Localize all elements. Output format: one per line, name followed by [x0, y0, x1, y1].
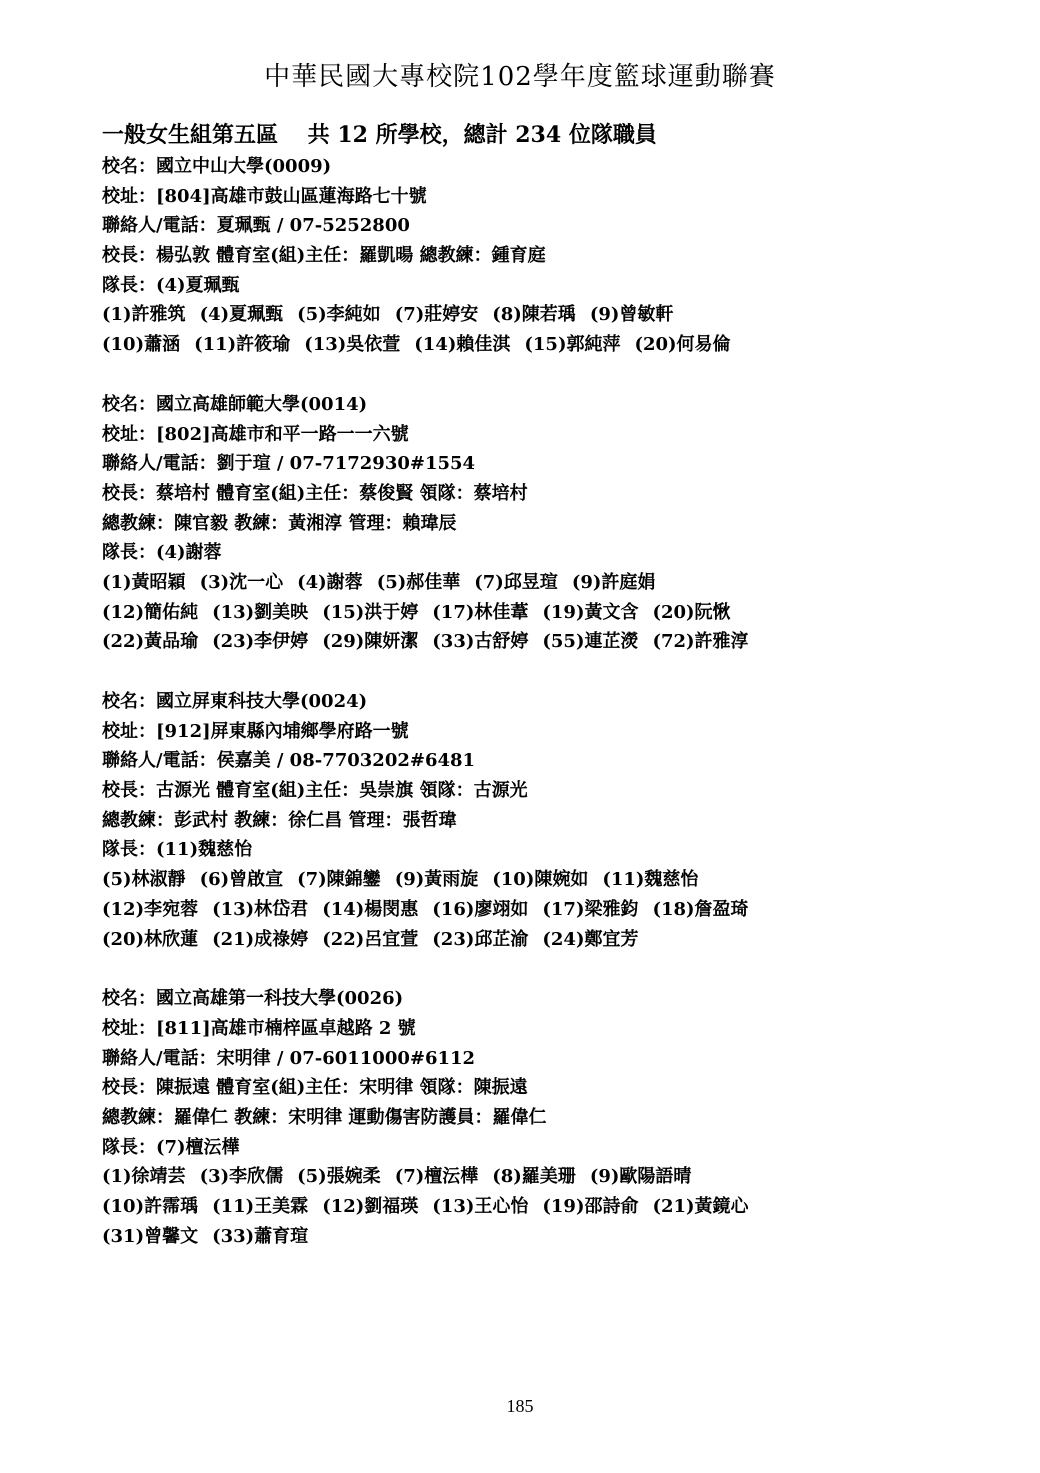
school-address: 校址：[912]屏東縣內埔鄉學府路一號 [102, 720, 409, 742]
roster-member: (33)蕭育瑄 [212, 1225, 309, 1247]
roster-member: (12)劉福瑛 [322, 1196, 419, 1217]
roster-line [102, 925, 1002, 955]
roster-member: (15)洪于婷 [322, 601, 419, 623]
roster-line [102, 568, 1002, 598]
roster-member: (10)許霈瑀 [102, 1196, 199, 1217]
roster-line [102, 895, 1002, 925]
roster-member: (17)林佳葦 [432, 601, 529, 623]
school-name: 校名：國立高雄師範大學(0014) [102, 393, 368, 415]
roster-line [102, 1222, 1002, 1252]
coaches-line: 總教練：羅偉仁 教練：宋明律 運動傷害防護員：羅偉仁 [102, 1106, 547, 1128]
roster-member: (12)簡佑純 [102, 601, 199, 623]
officials-line: 校長：陳振遠 體育室(組)主任：宋明律 領隊：陳振遠 [102, 1077, 528, 1099]
captain-line: 隊長：(7)檀沄樺 [102, 1136, 240, 1158]
roster-member: (12)李宛蓉 [102, 898, 199, 920]
roster-member: (8)羅美珊 [492, 1166, 576, 1188]
roster-member: (3)李欣儒 [199, 1166, 284, 1188]
roster-member: (17)梁雅鈞 [542, 898, 639, 920]
roster-member: (24)鄭宜芳 [542, 928, 639, 950]
roster-member: (15)郭純萍 [524, 334, 621, 356]
roster-member: (7)陳錦鑾 [297, 869, 381, 891]
roster-member: (1)黃昭穎 [102, 571, 186, 593]
roster-member: (21)成祿婷 [212, 928, 309, 950]
contact-phone: 聯絡人/電話：劉于瑄 / 07-7172930#1554 [102, 453, 476, 475]
roster-member: (5)林淑靜 [102, 869, 186, 891]
captain-line: 隊長：(4)夏珮甄 [102, 274, 240, 296]
school-address: 校址：[802]高雄市和平一路一一六號 [102, 423, 409, 445]
roster-member: (20)林欣蓮 [102, 928, 199, 950]
roster-member: (9)歐陽語晴 [589, 1166, 692, 1188]
roster-line [102, 598, 1002, 628]
roster-member: (22)呂宜萱 [322, 928, 419, 950]
school-address: 校址：[811]高雄市楠梓區卓越路 2 號 [102, 1017, 416, 1039]
roster-member: (7)莊婷安 [394, 304, 479, 326]
roster-member: (11)魏慈怡 [602, 869, 699, 891]
roster-member: (21)黃鏡心 [652, 1196, 749, 1217]
contact-phone: 聯絡人/電話：宋明律 / 07-6011000#6112 [102, 1047, 476, 1069]
roster-line [102, 1192, 1002, 1222]
roster-member: (13)吳依萱 [304, 334, 401, 356]
roster-member: (19)黃文含 [542, 601, 639, 623]
roster-member: (16)廖翊如 [432, 898, 529, 920]
roster-line [102, 300, 1002, 330]
roster-member: (4)謝蓉 [297, 571, 363, 593]
page-number: 185 [506, 1396, 534, 1416]
roster-member: (23)李伊婷 [212, 631, 309, 653]
roster-member: (1)徐靖芸 [102, 1166, 186, 1188]
roster-member: (31)曾馨文 [102, 1225, 199, 1247]
roster-member: (7)檀沄樺 [394, 1166, 479, 1188]
roster-member: (20)何易倫 [634, 334, 731, 356]
school-name: 校名：國立高雄第一科技大學(0026) [102, 988, 404, 1010]
roster-member: (14)賴佳淇 [414, 334, 511, 356]
roster-line [102, 330, 1002, 360]
roster-member: (13)林岱君 [212, 898, 309, 920]
officials-line: 校長：蔡培村 體育室(組)主任：蔡俊賢 領隊：蔡培村 [102, 482, 528, 504]
roster-member: (10)陳婉如 [492, 869, 589, 891]
page-title: 中華民國大專校院102學年度籃球運動聯賽 [264, 62, 776, 92]
captain-line: 隊長：(11)魏慈怡 [102, 839, 253, 861]
roster-member: (3)沈一心 [199, 571, 284, 593]
roster-member: (55)連芷濙 [542, 631, 639, 653]
roster-member: (11)王美霖 [212, 1196, 309, 1217]
contact-phone: 聯絡人/電話：侯嘉美 / 08-7703202#6481 [102, 750, 476, 772]
roster-member: (5)張婉柔 [297, 1166, 381, 1188]
school-name: 校名：國立屏東科技大學(0024) [102, 691, 368, 712]
roster-member: (14)楊閔惠 [322, 898, 419, 920]
roster-line [102, 865, 1002, 895]
officials-line: 校長：楊弘敦 體育室(組)主任：羅凱暘 總教練：鍾育庭 [102, 245, 546, 267]
roster-line [102, 627, 1002, 657]
roster-member: (29)陳妍潔 [322, 631, 419, 653]
school-block [102, 152, 1002, 360]
school-list [102, 152, 1002, 1281]
roster-member: (18)詹盈琦 [652, 898, 749, 920]
roster-member: (19)邵詩俞 [542, 1196, 639, 1217]
coaches-line: 總教練：陳官毅 教練：黃湘淳 管理：賴瑋辰 [102, 512, 457, 534]
school-block [102, 984, 1002, 1251]
school-address: 校址：[804]高雄市鼓山區蓮海路七十號 [102, 185, 427, 207]
roster-member: (5)郝佳華 [376, 571, 461, 593]
roster-member: (1)許雅筑 [102, 304, 186, 326]
roster-member: (23)邱芷渝 [432, 928, 529, 950]
contact-phone: 聯絡人/電話：夏珮甄 / 07-5252800 [102, 215, 410, 237]
roster-member: (9)曾敏軒 [589, 304, 674, 326]
roster-member: (6)曾啟宣 [199, 869, 284, 891]
roster-member: (20)阮愀 [652, 601, 731, 623]
roster-member: (9)黃雨旋 [394, 869, 479, 891]
roster-line [102, 1162, 1002, 1192]
school-name: 校名：國立中山大學(0009) [102, 156, 332, 177]
school-block [102, 390, 1002, 657]
roster-member: (13)王心怡 [432, 1196, 529, 1217]
roster-member: (4)夏珮甄 [199, 304, 284, 326]
roster-member: (9)許庭娟 [571, 571, 656, 593]
roster-member: (72)許雅淳 [652, 631, 749, 653]
division-heading: 一般女生組第五區 共 12 所學校，總計 234 位隊職員 [102, 122, 657, 148]
roster-member: (11)許筱瑜 [194, 334, 291, 356]
roster-member: (5)李純如 [297, 304, 381, 326]
roster-member: (33)古舒婷 [432, 631, 529, 653]
roster-member: (10)蕭涵 [102, 334, 181, 356]
roster-member: (13)劉美映 [212, 601, 309, 623]
school-block [102, 687, 1002, 954]
roster-member: (8)陳若瑀 [492, 304, 576, 326]
roster-member: (7)邱昱瑄 [474, 571, 558, 593]
roster-member: (22)黃品瑜 [102, 631, 199, 653]
officials-line: 校長：古源光 體育室(組)主任：吳崇旗 領隊：古源光 [102, 780, 528, 802]
coaches-line: 總教練：彭武村 教練：徐仁昌 管理：張哲瑋 [102, 809, 457, 831]
captain-line: 隊長：(4)謝蓉 [102, 542, 222, 564]
